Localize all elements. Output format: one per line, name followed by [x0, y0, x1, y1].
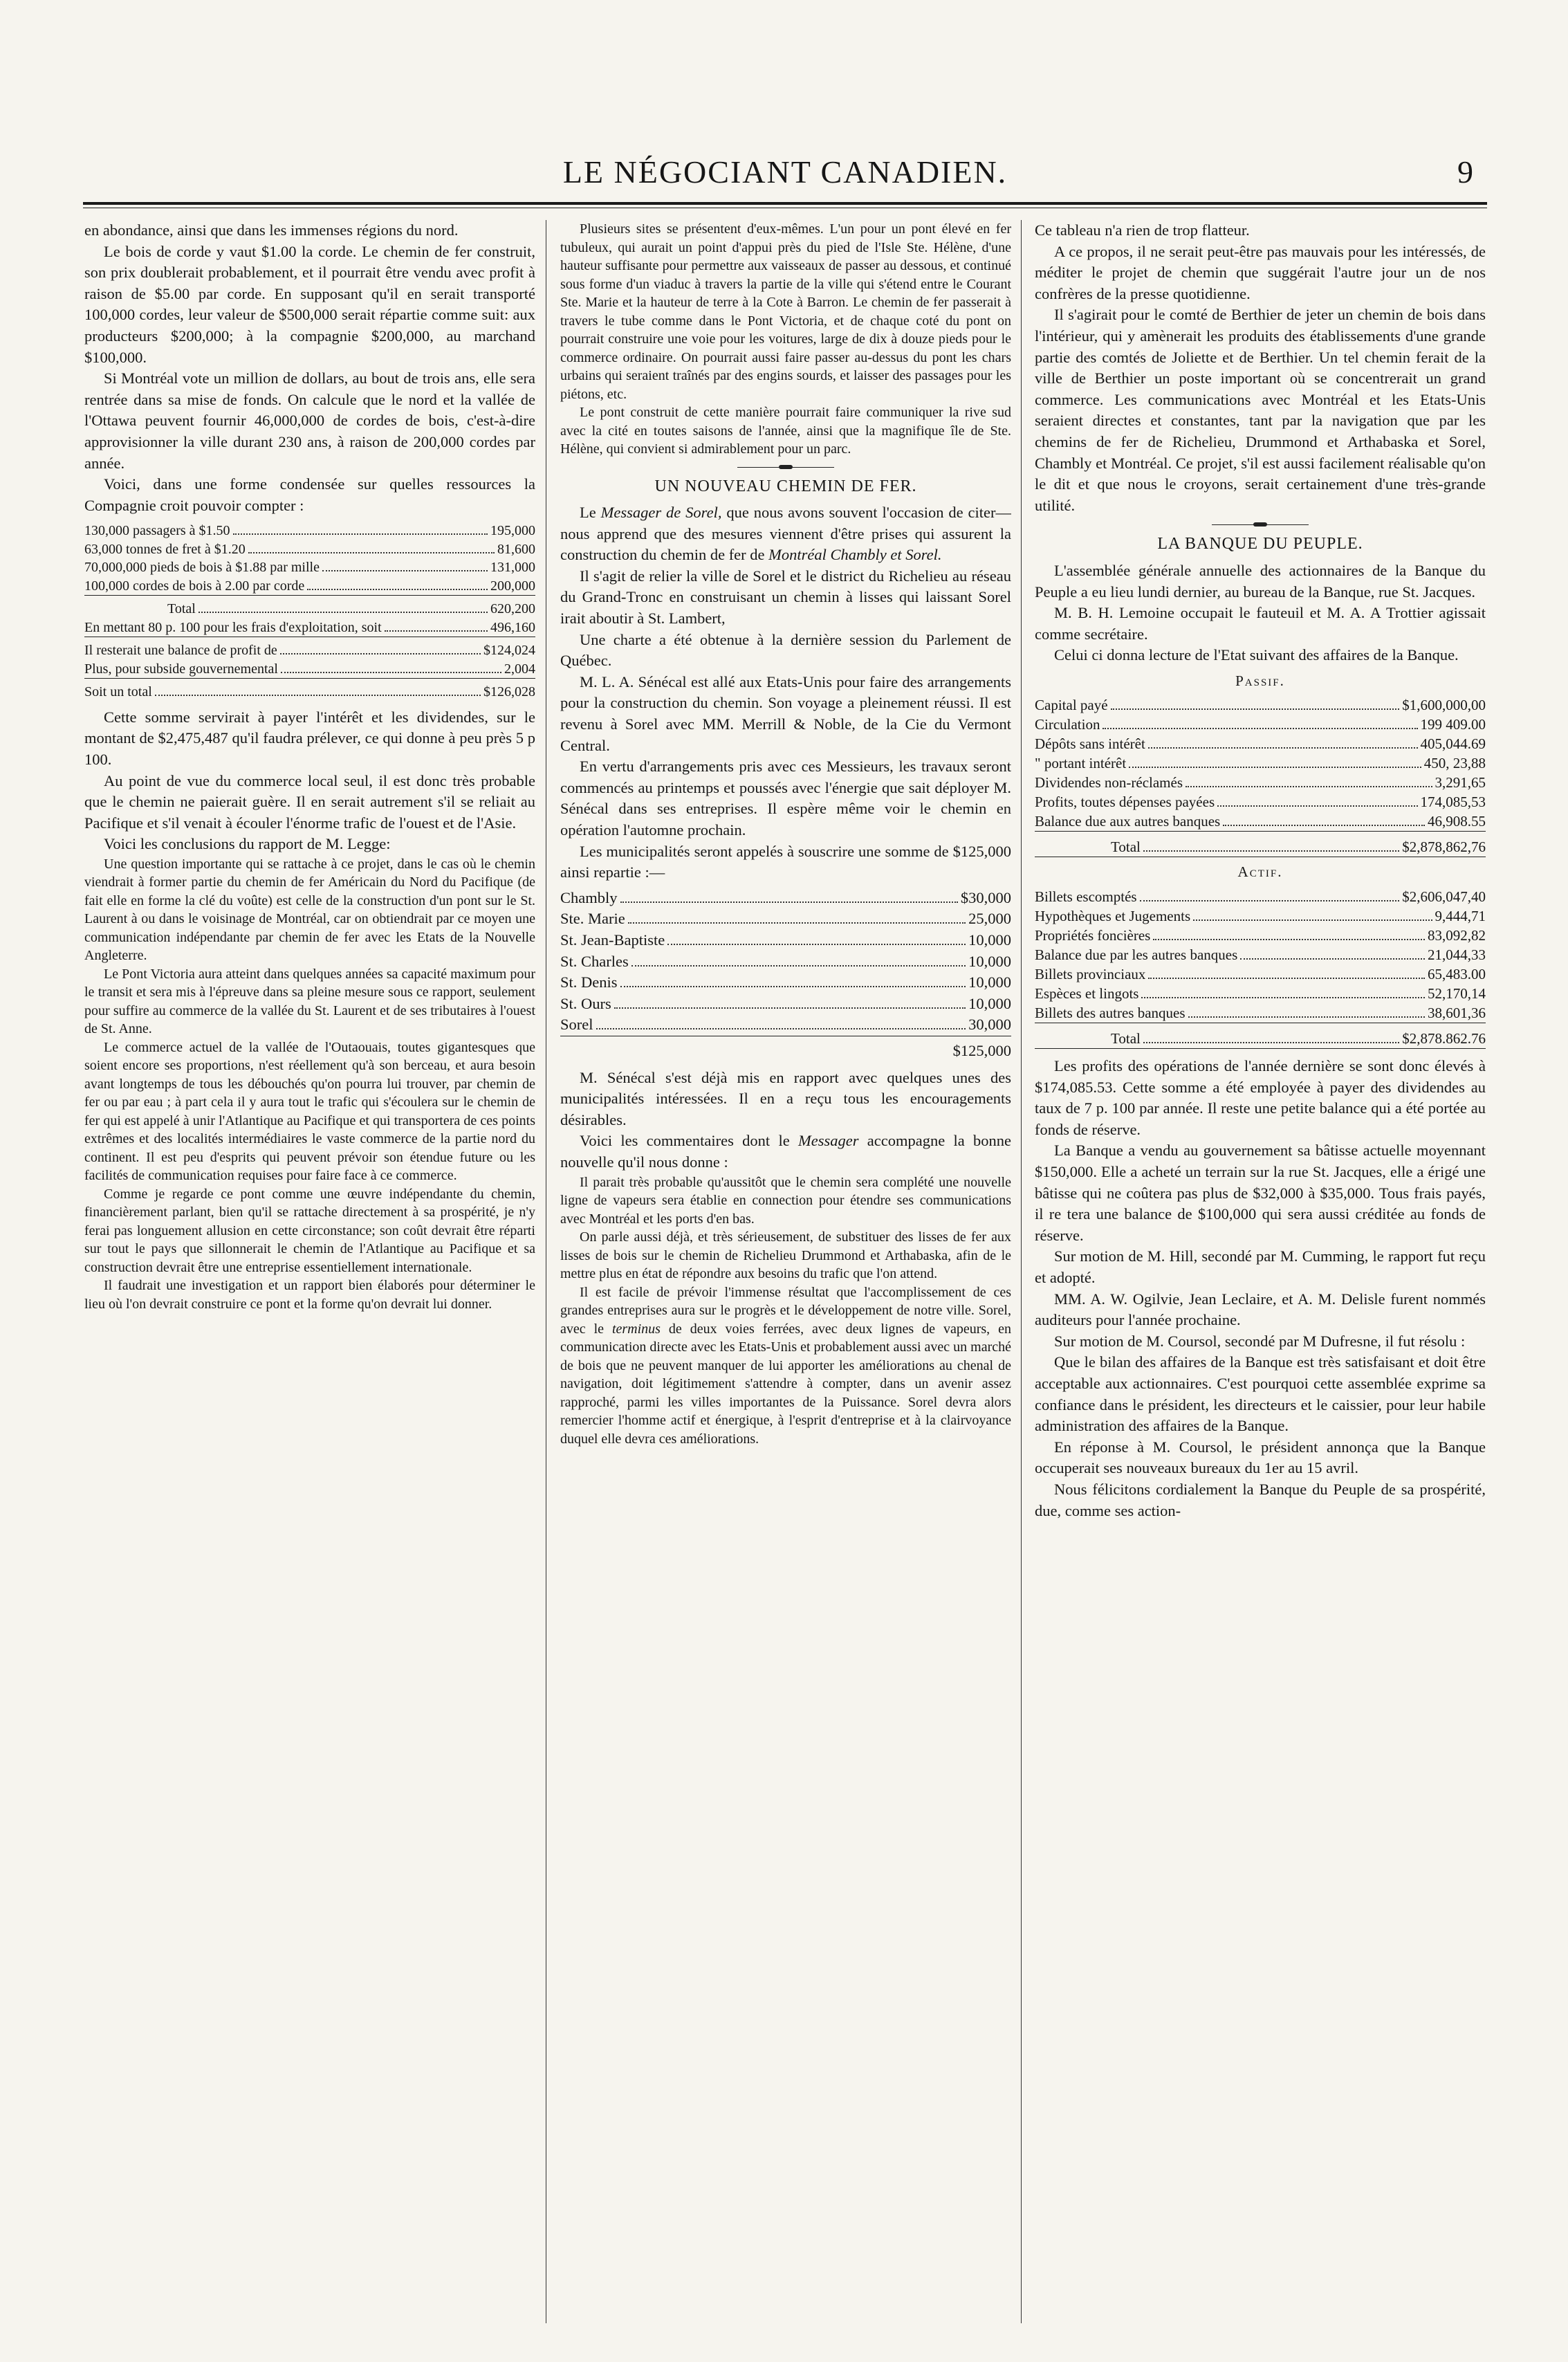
passif-table: [1035, 695, 1486, 857]
paragraph: En réponse à M. Coursol, le président annonça que la Banque occuperait ses nouveaux bureaux du 1er au 15 avril.: [1035, 1438, 1486, 1477]
paragraph: Comme je regarde ce pont comme une œuvre indépendante du chemin, financièrement parlant, bien qu'il se rattache directement à sa prospérité, je n'y ferai pas longuement allusion en cette circonstance; son coût devrait être réparti sur tout le pays que sillonnerait le chemin de l'Atlantique au Pacifique et sa construction devrait être une entreprise essentiellement internationale.: [84, 1186, 535, 1275]
paragraph: Ce tableau n'a rien de trop flatteur.: [1035, 221, 1250, 239]
calc-row: Il resterait une balance de profit de $124,024: [84, 643, 535, 659]
page-number: 9: [1457, 154, 1473, 190]
paragraph: Le commerce actuel de la vallée de l'Outaouais, toutes gigantesques que soient encore ses proportions, n'est réellement qu'à son berceau, et aura besoin avant longtemps de tous les débouchés qu'on pourra lui trouver, par chemin de fer ou par eau ; à part cela il y aura tout le trafic qui s'écoulera sur le chemin de fer qui est appelé à unir l'Atlantique au Pacifique et qui transportera de ces points extrêmes et des localités intermédiaires le vaste commerce de la partie nord du continent. Il est peu d'esprits qui peuvent prévoir son étendue future ou les facilités de communication requises pour faire face à ce commerce.: [84, 1039, 535, 1184]
paragraph: Plusieurs sites se présentent d'eux-mêmes. L'un pour un pont élevé en fer tubuleux, qui aurait un point d'appui près du pied de l'Isle Ste. Hélène, d'une hauteur suffisante pour permettre aux vaisseaux de passer au dessous, et continué sous forme d'un viaduc à travers la partie de la ville qui s'étend entre le Courant Ste. Marie et la hauteur de terre à la Cote à Barron. Le chemin de fer passerait à travers le tube comme dans le Pont Victoria, et de chaque coté du pont on pourrait construire une voie pour les voitures, large de dix à douze pieds pour le commerce ordinaire. On pourrait aussi faire passer au-dessus du pont les chars urbains qui seraient traînés par des engins sourds, et laisser des passages pour les piétons, etc.: [560, 221, 1011, 402]
quoted-report: [84, 855, 535, 1314]
paragraph: Que le bilan des affaires de la Banque est très satisfaisant et doit être acceptable aux actionnaires. C'est pourquoi cette assemblée exprime sa confiance dans le président, les directeurs et le caissier, pour leur habile administration des affaires de la Banque.: [1035, 1353, 1486, 1435]
section-separator: [1212, 524, 1309, 525]
paragraph: M. L. A. Sénécal est allé aux Etats-Unis pour faire des arrangements pour la construction du chemin. Son voyage a pleinement réussi. Il est revenu à Sorel avec MM. Merrill & Noble, de la Cie du Vermont Central.: [560, 672, 1011, 754]
paragraph: Le Messager de Sorel, que nous avons souvent l'occasion de citer—nous apprend que des mesures viennent d'être prises qui assurent la construction du chemin de fer de Montréal Chambly et Sorel.: [560, 504, 1011, 564]
revenue-calculation: [84, 522, 535, 702]
paragraph: La Banque a vendu au gouvernement sa bâtisse actuelle moyennant $150,000. Elle a acheté un terrain sur la rue St. Jacques, elle a érigé une bâtisse qui ne coûtera pas plus de $32,000 à $35,000. Tous frais payés, il re tera une balance de $100,000 qui sera aussi créditée au fonds de réserve.: [1035, 1142, 1486, 1244]
paragraph: Cette somme servirait à payer l'intérêt et les dividendes, sur le montant de $2,475,487 qu'il faudra prélever, ce qui donne à peu près 5 p 100.: [84, 708, 535, 768]
column-2: [560, 220, 1011, 2337]
passif-row: Profits, toutes dépenses payées 174,085,53: [1035, 794, 1486, 811]
subscription-row: Ste. Marie 25,000: [560, 910, 1011, 928]
paragraph: Nous félicitons cordialement la Banque du Peuple de sa prospérité, due, comme ses action-: [1035, 1480, 1486, 1519]
passif-row: Dépôts sans intérêt 405,044.69: [1035, 735, 1486, 753]
actif-heading: Actif.: [1237, 863, 1283, 881]
paragraph: Sur motion de M. Coursol, secondé par M Dufresne, il fut résolu :: [1054, 1332, 1466, 1350]
page-title: LE NÉGOCIANT CANADIEN.: [562, 154, 1008, 190]
passif-total-row: Total $2,878,862,76: [1035, 837, 1486, 857]
header-rule-thick: [83, 202, 1487, 205]
actif-row: Propriétés foncières 83,092,82: [1035, 927, 1486, 944]
actif-row: Billets des autres banques 38,601,36: [1035, 1003, 1486, 1023]
paragraph: L'assemblée générale annuelle des actionnaires de la Banque du Peuple a eu lieu lundi dernier, au bureau de la Banque, rue St. Jacques.: [1035, 561, 1486, 601]
subscription-table: [560, 888, 1011, 1062]
calc-total-row: Total 620,200: [167, 601, 535, 617]
passif-row: Balance due aux autres banques 46,908.55: [1035, 812, 1486, 832]
paragraph: M. B. H. Lemoine occupait le fauteuil et M. A. A Trottier agissait comme secrétaire.: [1035, 604, 1486, 643]
paragraph: Voici les conclusions du rapport de M. Legge:: [104, 835, 391, 853]
paragraph: Sur motion de M. Hill, secondé par M. Cumming, le rapport fut reçu et adopté.: [1035, 1247, 1486, 1286]
passif-row: Capital payé $1,600,000,00: [1035, 697, 1486, 714]
column-3: [1035, 220, 1486, 2337]
paragraph: en abondance, ainsi que dans les immenses régions du nord.: [84, 221, 459, 239]
actif-table: [1035, 887, 1486, 1049]
paragraph: On parle aussi déjà, et très sérieusement, de substituer des lisses de fer aux lisses de bois sur le chemin de Richelieu Drummond et Arthabaska, afin de le mettre plus en état de répondre aux besoins du trafic que l'on attend.: [560, 1229, 1011, 1281]
paragraph: Celui ci donna lecture de l'Etat suivant des affaires de la Banque.: [1054, 646, 1459, 664]
paragraph: Le pont construit de cette manière pourrait faire communiquer la rive sud avec la cité en toutes saisons de l'année, ainsi que la magnifique île de Ste. Hélène, qui convient si admirablement pour un parc.: [560, 405, 1011, 457]
passif-heading: Passif.: [1235, 672, 1285, 689]
quoted-comment: [560, 1173, 1011, 1449]
quoted-report-continued: [560, 220, 1011, 459]
subscription-row: St. Jean-Baptiste 10,000: [560, 931, 1011, 949]
paragraph: Si Montréal vote un million de dollars, au bout de trois ans, elle sera rentrée dans sa mise de fonds. On calcule que le nord et la vallée de l'Ottawa peuvent fournir 46,000,000 de cordes de bois, c'est-à-dire approvisionner la ville durant 230 ans, à raison de 200,000 cordes par année.: [84, 369, 535, 472]
paragraph: Il est facile de prévoir l'immense résultat que l'accomplissement de ces grandes entreprises aura sur le progrès et le développement de notre ville. Sorel, avec le terminus de deux voies ferrées, avec deux lignes de vapeurs, en communication directe avec les Etats-Unis et probablement aussi avec un marché de bois que ne peuvent manquer de lui apporter les améliorations au chenal de navigation, doit légitimement s'attendre à compter, dans un avenir assez rapproché, parmi les villes importantes de la Puissance. Sorel devra alors remercier l'homme actif et énergique, à l'esprit d'entreprise et à la clairvoyance duquel elle devra ces améliorations.: [560, 1284, 1011, 1447]
actif-row: Balance due par les autres banques 21,044,33: [1035, 946, 1486, 964]
subscription-row: St. Denis 10,000: [560, 973, 1011, 991]
calc-row: 100,000 cordes de bois à 2.00 par corde 200,000: [84, 577, 535, 596]
paragraph: Au point de vue du commerce local seul, il est donc très probable que le chemin ne paierait guère. Il en serait autrement s'il se reliait au Pacifique et s'il venait à écouler l'énorme trafic de l'ouest et de l'Asie.: [84, 771, 535, 832]
calc-row: En mettant 80 p. 100 pour les frais d'exploitation, soit 496,160: [84, 619, 535, 638]
calc-row: 130,000 passagers à $1.50 195,000: [84, 523, 535, 539]
actif-total-row: Total $2,878.862.76: [1035, 1029, 1486, 1049]
paragraph: Voici, dans une forme condensée sur quelles ressources la Compagnie croit pouvoir compter :: [84, 475, 535, 514]
section-heading: LA BANQUE DU PEUPLE.: [1157, 535, 1363, 553]
paragraph: Il parait très probable qu'aussitôt que le chemin sera complété une nouvelle ligne de vapeurs sera établie en connection pour étendre ses communications avec Montréal et les ports d'en bas.: [560, 1174, 1011, 1227]
calc-row: Plus, pour subside gouvernemental 2,004: [84, 660, 535, 679]
section-heading: UN NOUVEAU CHEMIN DE FER.: [654, 477, 917, 495]
calc-row: 63,000 tonnes de fret à $1.20 81,600: [84, 541, 535, 557]
paragraph: Le bois de corde y vaut $1.00 la corde. Le chemin de fer construit, son prix doublerait probablement, et il pourrait être vendu avec profit à raison de $5.00 par corde. En supposant qu'il en serait transporté 100,000 cordes, leur valeur de $500,000 serait répartie comme suit: aux producteurs $200,000; à la compagnie $200,000, au marchand $100,000.: [84, 242, 535, 366]
section-separator: [737, 467, 834, 468]
subscription-total: $125,000: [952, 1041, 1011, 1059]
subscription-row: Chambly $30,000: [560, 888, 1011, 906]
column-divider-2: [1021, 220, 1022, 2323]
actif-row: Espèces et lingots 52,170,14: [1035, 985, 1486, 1003]
passif-row: Circulation 199 409.00: [1035, 716, 1486, 733]
subscription-row: St. Charles 10,000: [560, 952, 1011, 970]
paragraph: Une charte a été obtenue à la dernière session du Parlement de Québec.: [560, 630, 1011, 670]
paragraph: Le Pont Victoria aura atteint dans quelques années sa capacité maximum pour le transit et sera mis à l'épreuve dans sa pleine mesure sous ce rapport, seulement pour suffire au commerce de la vallée du St. Laurent et de ses tributaires à l'ouest de St. Anne.: [84, 966, 535, 1037]
calc-row: 70,000,000 pieds de bois à $1.88 par mille 131,000: [84, 560, 535, 576]
paragraph: MM. A. W. Ogilvie, Jean Leclaire, et A. M. Delisle furent nommés auditeurs pour l'année prochaine.: [1035, 1290, 1486, 1329]
paragraph: Voici les commentaires dont le Messager accompagne la bonne nouvelle qu'il nous donne :: [560, 1132, 1011, 1171]
passif-row: " portant intérêt 450, 23,88: [1035, 755, 1486, 772]
paragraph: Il faudrait une investigation et un rapport bien élaborés pour déterminer le lieu où l'on devrait construire ce pont et la forme qu'on devrait lui donner.: [84, 1278, 535, 1312]
column-1: [84, 220, 535, 2337]
subscription-row: St. Ours 10,000: [560, 994, 1011, 1012]
passif-row: Dividendes non-réclamés 3,291,65: [1035, 774, 1486, 791]
subscription-row: Sorel 30,000: [560, 1014, 1011, 1036]
actif-row: Billets provinciaux 65,483.00: [1035, 966, 1486, 983]
paragraph: En vertu d'arrangements pris avec ces Messieurs, les travaux seront commencés au printemps et poussés avec l'énergie que sait déployer M. Sénécal dans ses entreprises. Il espère même voir le chemin en opération l'automne prochain.: [560, 758, 1011, 839]
paragraph: Les municipalités seront appelés à souscrire une somme de $125,000 ainsi repartie :—: [560, 842, 1011, 881]
paragraph: Une question importante qui se rattache à ce projet, dans le cas où le chemin viendrait à former partie du chemin de fer Américain du Nord du Pacifique (de fait elle en forme la clé du voûte) est celle de la construction d'un pont sur le St. Laurent à ou dans le voisinage de Montréal, car on obtiendrait par ce moyen une communication indépendante par chemin de fer avec les Etats de la Nouvelle Angleterre.: [84, 856, 535, 964]
paragraph: Il s'agirait pour le comté de Berthier de jeter un chemin de bois dans l'intérieur, qui y amènerait les produits des établissements d'une grande partie des comtés de Joliette et de Berthier. Un tel chemin ferait de la ville de Berthier un poste important où se concentrerait un grand commerce. Les communications avec Montréal et les Etats-Unis seraient directes et constantes, tant par la navigation que par les chemins de fer de Richelieu, Drummond et Arthabaska et Sorel, Chambly et Montréal. Ce projet, s'il est aussi facilement réalisable qu'on le dit et que nous le croyons, serait certainement d'une très-grande utilité.: [1035, 306, 1486, 514]
actif-row: Billets escomptés $2,606,047,40: [1035, 888, 1486, 906]
paragraph: M. Sénécal s'est déjà mis en rapport avec quelques unes des municipalités intéressées. Il en a reçu tous les encouragements désirables.: [560, 1068, 1011, 1128]
calc-total-row: Soit un total $126,028: [84, 684, 535, 700]
actif-row: Hypothèques et Jugements 9,444,71: [1035, 908, 1486, 925]
paragraph: A ce propos, il ne serait peut-être pas mauvais pour les intéressés, de méditer le projet de chemin que suggérait l'autre jour un de nos confrères de la presse quotidienne.: [1035, 242, 1486, 302]
paragraph: Les profits des opérations de l'année dernière se sont donc élevés à $174,085.53. Cette somme a été employée à payer des dividendes au taux de 7 p. 100 par année. Il reste une petite balance qui a été portée au fonds de réserve.: [1035, 1057, 1486, 1138]
masthead: [83, 154, 1487, 196]
paragraph: Il s'agit de relier la ville de Sorel et le district du Richelieu au réseau du Grand-Tronc en construisant un chemin à lisses qui laissant Sorel irait aboutir à St. Lambert,: [560, 567, 1011, 628]
